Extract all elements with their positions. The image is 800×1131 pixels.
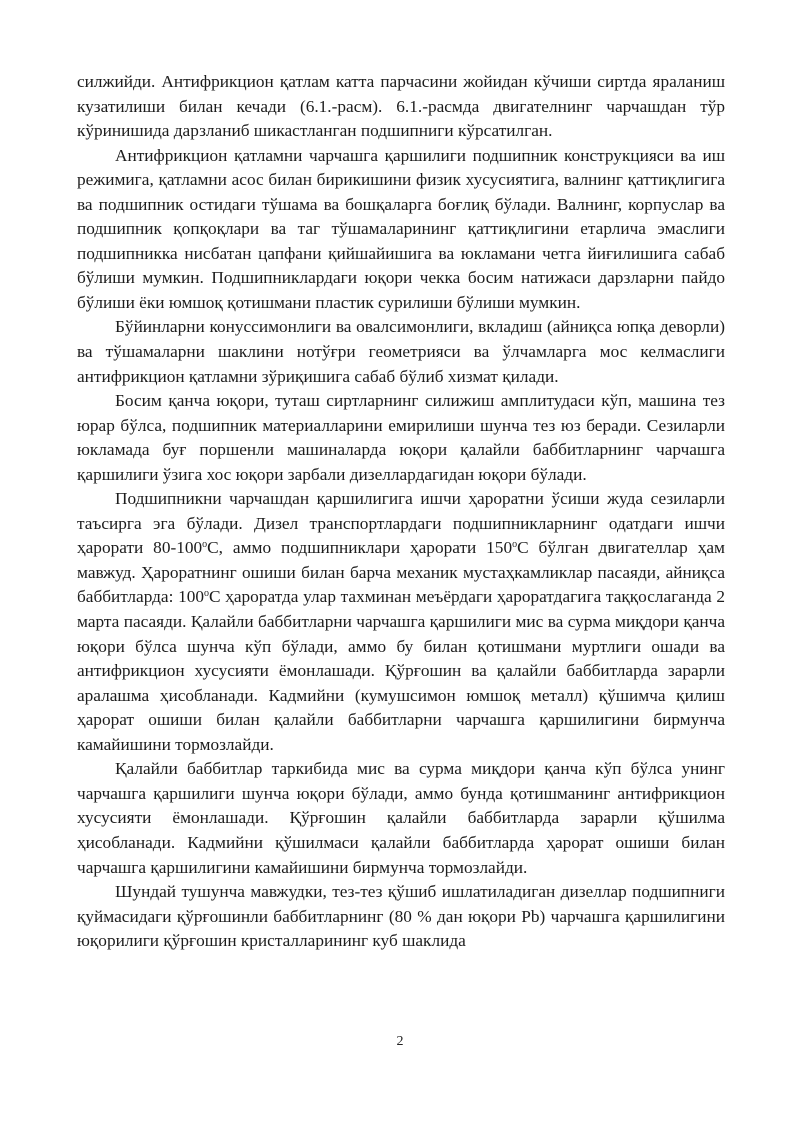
degree-superscript: o — [512, 539, 518, 551]
body-paragraph-p1 — [77, 70, 725, 144]
body-paragraph-p7 — [77, 880, 725, 954]
body-paragraph-p2 — [77, 144, 725, 316]
document-page — [77, 70, 725, 954]
body-paragraph-p6 — [77, 757, 725, 880]
paragraph-text-run: Бўйинларни конуссимонлиги ва овалсимонлиги, вкладиш (айниқса юпқа деворли) ва тўшамаларни шаклини нотўғри геометрияси ва ўлчамларга мос келмаслиги антифрикцион қатламни зўриқишига сабаб бўлиб хизмат қилади. — [77, 317, 725, 386]
paragraph-text-run: Подшипникни чарчашдан қаршилигига ишчи ҳароратни ўсиши жуда сезиларли таъсирга эга бўлади. Дизел транспортлардаги подшипникларнинг одатдаги ишчи ҳарорати 80-100 — [77, 489, 725, 558]
paragraph-text-run: Босим қанча юқори, туташ сиртларнинг силижиш амплитудаси кўп, машина тез юрар бўлса, подшипник материалларини емирилиши шунча тез юз беради. Сезиларли юкламада буғ поршенли машиналарда юқори қалайли баббитларнинг чарчашга қаршилиги ўзига хос юқори зарбали дизеллардагидан юқори бўлади. — [77, 391, 725, 484]
paragraph-text-run: С бўлган двигателлар ҳам мавжуд. Ҳароратнинг ошиши билан барча механик мустаҳкамликлар пасаяди, айниқса баббитларда: 100 — [77, 538, 725, 607]
paragraph-text-run: Антифрикцион қатламни чарчашга қаршилиги подшипник конструкцияси ва иш режимига, қатламни асос билан бирикишини физик хусусиятига, валнинг қаттиқлигига ва подшипник остидаги тўшама ва бошқаларга боғлиқ бўлади. Валнинг, корпуслар ва подшипник қопқоқлари ва таг тўшамаларининг қаттиқлигини етарлича эмаслиги подшипникка нисбатан цапфани қийшайишига ва юкламани четга йиғилишига сабаб бўлиши мумкин. Подшипниклардаги юқори чекка босим натижаси дарзларни пайдо бўлиши ёки юмшоқ қотишмани пластик сурилиши бўлиши мумкин. — [77, 145, 725, 312]
body-paragraph-p5 — [77, 487, 725, 757]
paragraph-text-run: С, аммо подшипниклари ҳарорати 150 — [207, 538, 513, 558]
paragraph-text-run: С ҳароратда улар тахминан меъёрдаги ҳароратдагига таққослаганда 2 марта пасаяди. Қалайли баббитларни чарчашга қаршилиги мис ва сурма миқдори қанча юқори бўлса шунча кўп бўлади, аммо бу билан қотишмани муртлиги ошади ва антифрикцион хусусияти ёмонлашади. Қўрғошин ва қалайли баббитларда зарарли аралашма ҳисобланади. Кадмийни (кумушсимон юмшоқ металл) қўшимча қилиш ҳарорат ошиши билан қалайли баббитларни чарчашга қаршилигини бирмунча камайишини тормозлайди. — [77, 587, 725, 754]
paragraph-text-run: силжийди. Антифрикцион қатлам катта парчасини жойидан кўчиши сиртда яраланиш кузатилиши билан кечади (6.1.-расм). 6.1.-расмда двигателнинг чарчашдан тўр кўринишида дарзланиб шикастланган подшипниги кўрсатилган. — [77, 72, 725, 141]
degree-superscript: o — [202, 539, 208, 551]
page-number: 2 — [396, 1034, 404, 1049]
paragraph-text-run: Шундай тушунча мавжудки, тез-тез қўшиб ишлатиладиган дизеллар подшипниги қуймасидаги қўрғошинли баббитларнинг (80 % дан юқори Pb) чарчашга қаршилигини юқорилиги қўрғошин кристалларининг куб шаклида — [77, 882, 725, 951]
body-paragraph-p3 — [77, 315, 725, 389]
degree-superscript: o — [204, 588, 210, 600]
paragraph-text-run: Қалайли баббитлар таркибида мис ва сурма миқдори қанча кўп бўлса унинг чарчашга қаршилиги шунча юқори бўлади, аммо бунда қотишманинг антифрикцион хусусияти ёмонлашади. Қўрғошин қалайли баббитларда зарарли қўшилма ҳисобланади. Кадмийни қўшилмаси қалайли баббитларда ҳарорат ошиши билан чарчашга қаршилигини камайишини бирмунча тормозлайди. — [77, 759, 725, 877]
body-paragraph-p4 — [77, 389, 725, 487]
